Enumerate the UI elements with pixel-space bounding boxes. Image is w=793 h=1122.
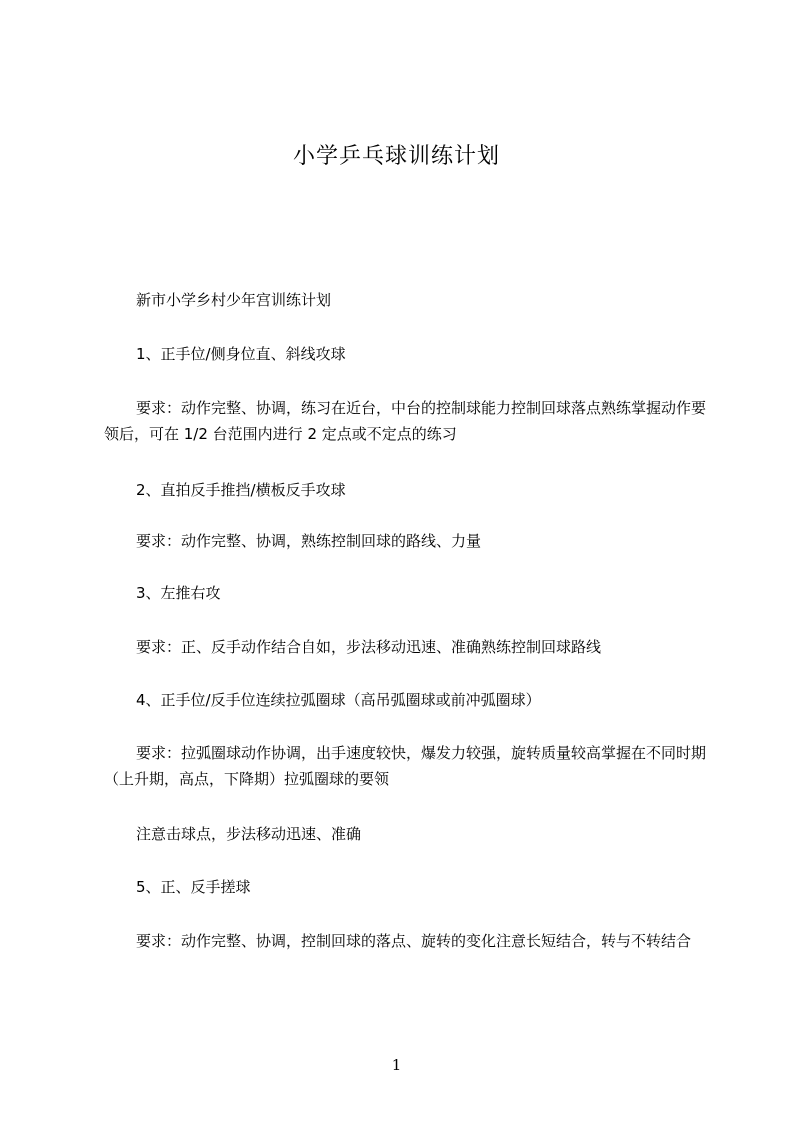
- paragraph-item-2: 2、直拍反手推挡/横板反手攻球: [136, 481, 346, 499]
- paragraph-item-4-requirement: 要求：拉弧圈球动作协调，出手速度较快，爆发力较强，旋转质量较高掌握在不同时期（上升期，高点，下降期）拉弧圈球的要领: [104, 744, 707, 788]
- paragraph-item-1-requirement: 要求：动作完整、协调，练习在近台，中台的控制球能力控制回球落点熟练掌握动作要领后，可在 1/2 台范围内进行 2 定点或不定点的练习: [104, 399, 707, 443]
- page-number: 1: [391, 1056, 402, 1074]
- paragraph-item-4: 4、正手位/反手位连续拉弧圈球（高吊弧圈球或前冲弧圈球）: [136, 691, 541, 709]
- paragraph-item-3: 3、左推右攻: [136, 584, 221, 602]
- paragraph-school-plan: 新市小学乡村少年宫训练计划: [136, 291, 332, 309]
- paragraph-item-3-requirement: 要求：正、反手动作结合自如，步法移动迅速、准确熟练控制回球路线: [136, 638, 602, 656]
- paragraph-item-1: 1、正手位/侧身位直、斜线攻球: [136, 345, 346, 363]
- paragraph-item-5: 5、正、反手搓球: [136, 878, 251, 896]
- paragraph-item-2-requirement: 要求：动作完整、协调，熟练控制回球的路线、力量: [136, 532, 482, 550]
- document-title: 小学乒乓球训练计划: [292, 144, 500, 169]
- paragraph-item-5-requirement: 要求：动作完整、协调，控制回球的落点、旋转的变化注意长短结合，转与不转结合: [136, 932, 692, 950]
- paragraph-item-4-note: 注意击球点，步法移动迅速、准确: [136, 825, 362, 843]
